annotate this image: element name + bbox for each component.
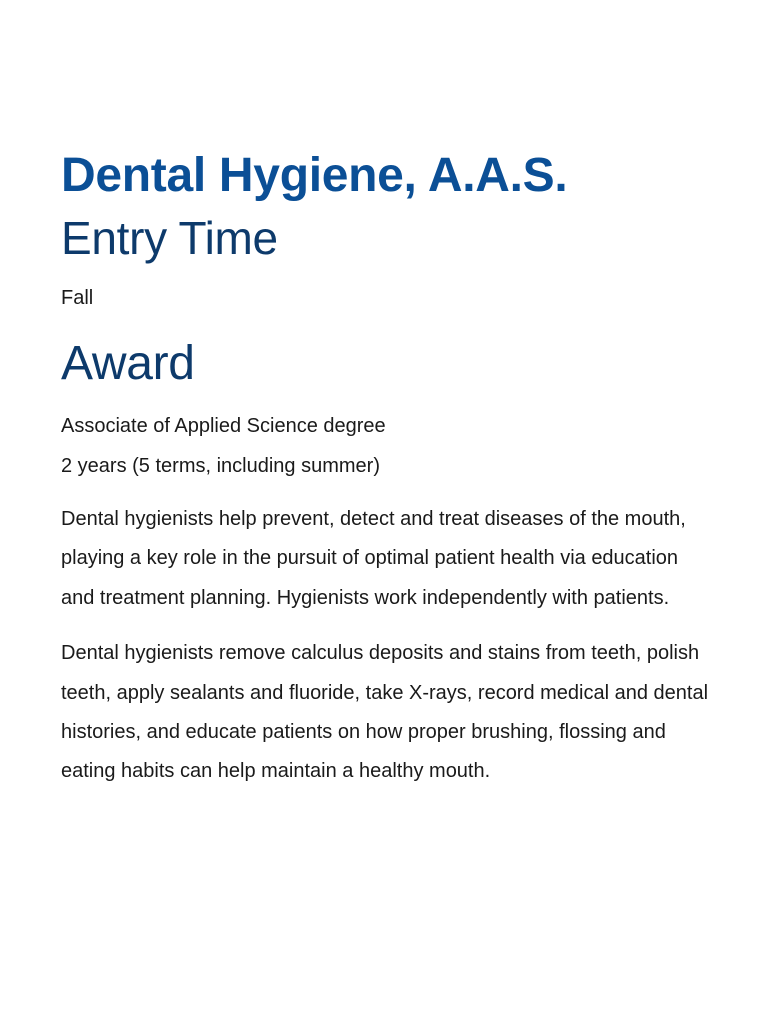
award-section	[61, 334, 711, 486]
award-heading: Award	[61, 337, 195, 390]
description-paragraph-1: Dental hygienists help prevent, detect and treat diseases of the mouth, playing a key role in the pursuit of optimal patient health via education and treatment planning. Hygienists work independently with patients.	[61, 508, 686, 609]
description-paragraph-2: Dental hygienists remove calculus deposits and stains from teeth, polish teeth, apply sealants and fluoride, take X-rays, record medical and dental histories, and educate patients on how proper brushing, flossing and eating habits can help maintain a healthy mouth.	[61, 642, 709, 783]
page-title: Dental Hygiene, A.A.S.	[61, 149, 568, 202]
entry-time-value: Fall	[61, 287, 94, 309]
award-details	[61, 406, 711, 486]
entry-time-section	[61, 208, 711, 318]
program-content	[61, 140, 711, 792]
program-description	[61, 500, 711, 792]
entry-time-heading: Entry Time	[61, 212, 278, 264]
award-degree: Associate of Applied Science degree	[61, 415, 386, 437]
award-duration: 2 years (5 terms, including summer)	[61, 455, 380, 477]
